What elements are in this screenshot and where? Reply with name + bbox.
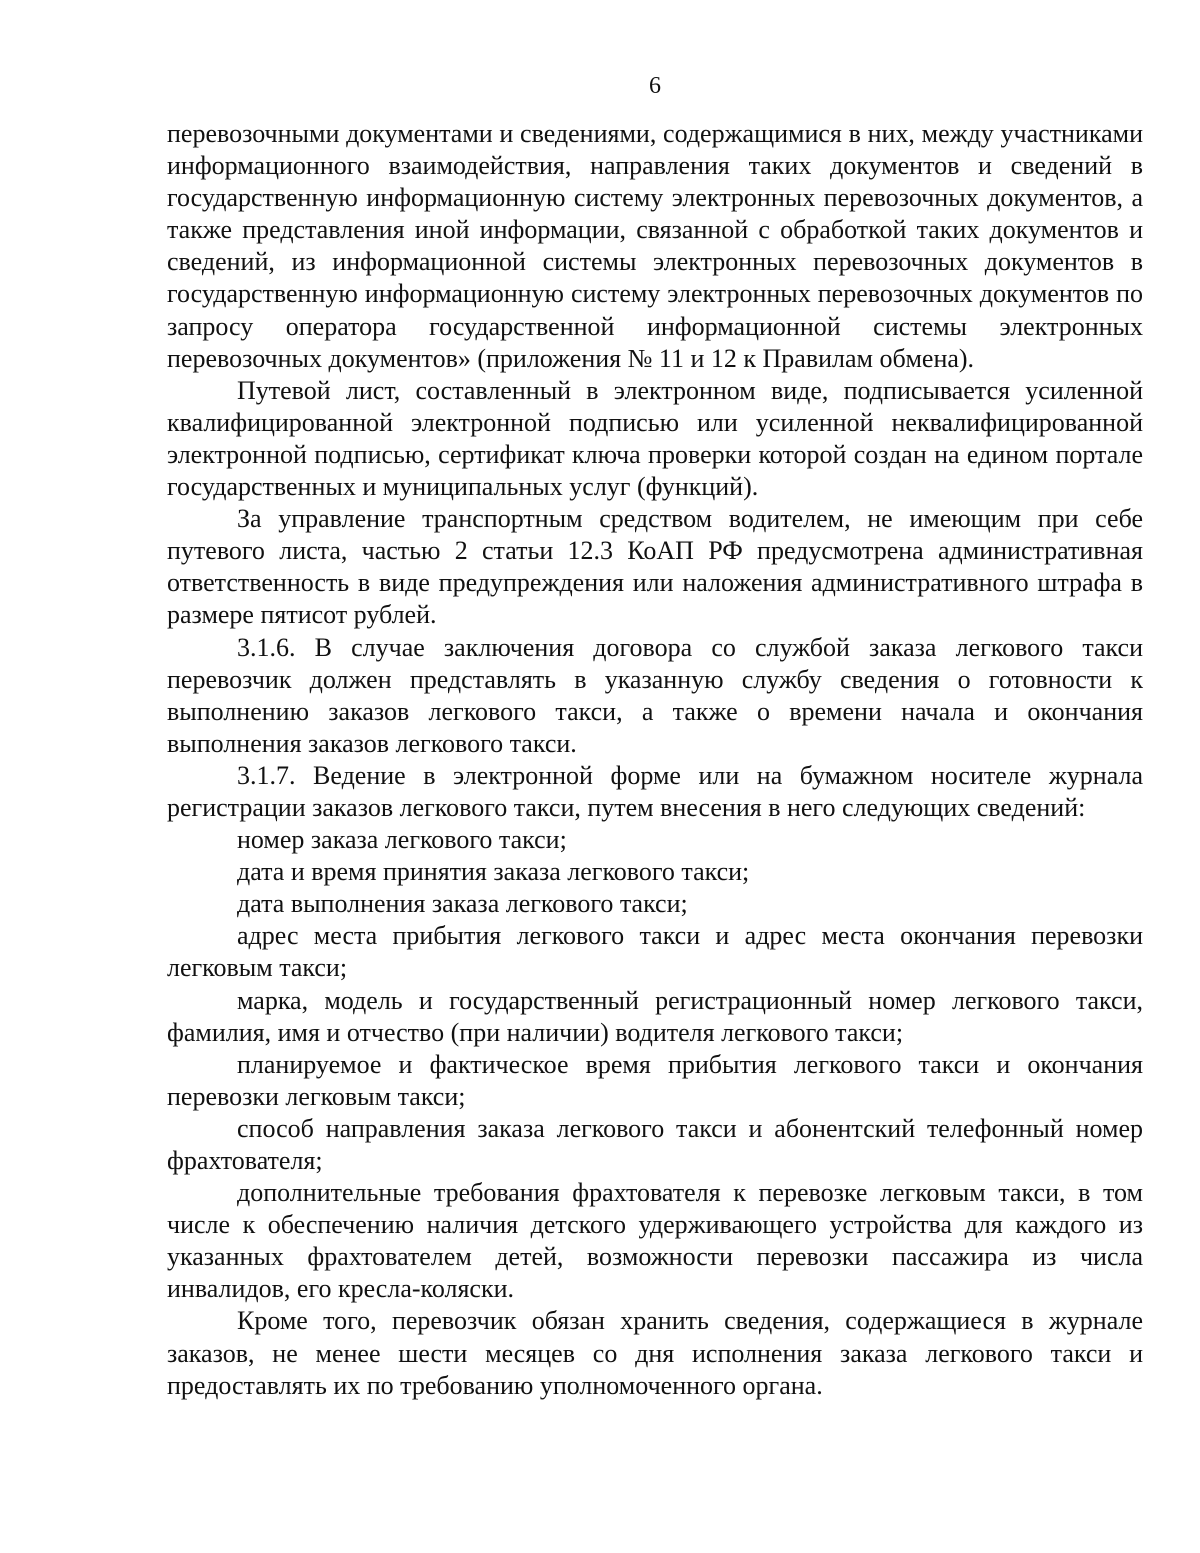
paragraph-3-1-7: 3.1.7. Ведение в электронной форме или на бумажном носителе журнала регистрации заказов легкового такси, путем внесения в него следующих сведений: [167,760,1143,822]
paragraph-3-1-6: 3.1.6. В случае заключения договора со службой заказа легкового такси перевозчик должен представлять в указанную службу сведения о готовности к выполнению заказов легкового такси, а также о времени начала и окончания выполнения заказов легкового такси. [167,632,1143,758]
paragraph-continuation: перевозочными документами и сведениями, содержащимися в них, между участниками информационного взаимодействия, направления таких документов и сведений в государственную информационную систему электронных перевозочных документов, а также представления иной информации, связанной с обработкой таких документов и сведений, из информационной системы электронных перевозочных документов в государственную информационную систему электронных перевозочных документов по запросу оператора государственной информационной системы электронных перевозочных документов» (приложения № 11 и 12 к Правилам обмена). [167,119,1143,373]
list-item-order-accept-time: дата и время принятия заказа легкового такси; [237,857,750,887]
list-item-arrival-time: планируемое и фактическое время прибытия легкового такси и окончания перевозки легковым такси; [167,1049,1143,1111]
paragraph-storage-obligation: Кроме того, перевозчик обязан хранить сведения, содержащиеся в журнале заказов, не менее шести месяцев со дня исполнения заказа легкового такси и предоставлять их по требованию уполномоченного органа. [167,1306,1143,1400]
list-item-addresses: адрес места прибытия легкового такси и адрес места окончания перевозки легковым такси; [167,921,1143,983]
list-item-order-date: дата выполнения заказа легкового такси; [237,889,688,919]
list-item-extra-requirements: дополнительные требования фрахтователя к перевозке легковым такси, в том числе к обеспечению наличия детского удерживающего устройства для каждого из указанных фрахтователем детей, возможности перевозки пассажира из числа инвалидов, его кресла-коляски. [167,1178,1143,1304]
list-item-order-number: номер заказа легкового такси; [237,825,567,855]
list-item-order-method: способ направления заказа легкового такси и абонентский телефонный номер фрахтователя; [167,1113,1143,1175]
list-item-vehicle-driver: марка, модель и государственный регистрационный номер легкового такси, фамилия, имя и отчество (при наличии) водителя легкового такси; [167,985,1143,1047]
paragraph-waybill-signature: Путевой лист, составленный в электронном виде, подписывается усиленной квалифицированной электронной подписью или усиленной неквалифицированной электронной подписью, сертификат ключа проверки которой создан на едином портале государственных и муниципальных услуг (функций). [167,375,1143,502]
paragraph-liability: За управление транспортным средством водителем, не имеющим при себе путевого листа, частью 2 статьи 12.3 КоАП РФ предусмотрена административная ответственность в виде предупреждения или наложения административного штрафа в размере пятисот рублей. [167,504,1143,630]
document-body [167,118,1143,1402]
page-number: 6 [649,73,661,99]
